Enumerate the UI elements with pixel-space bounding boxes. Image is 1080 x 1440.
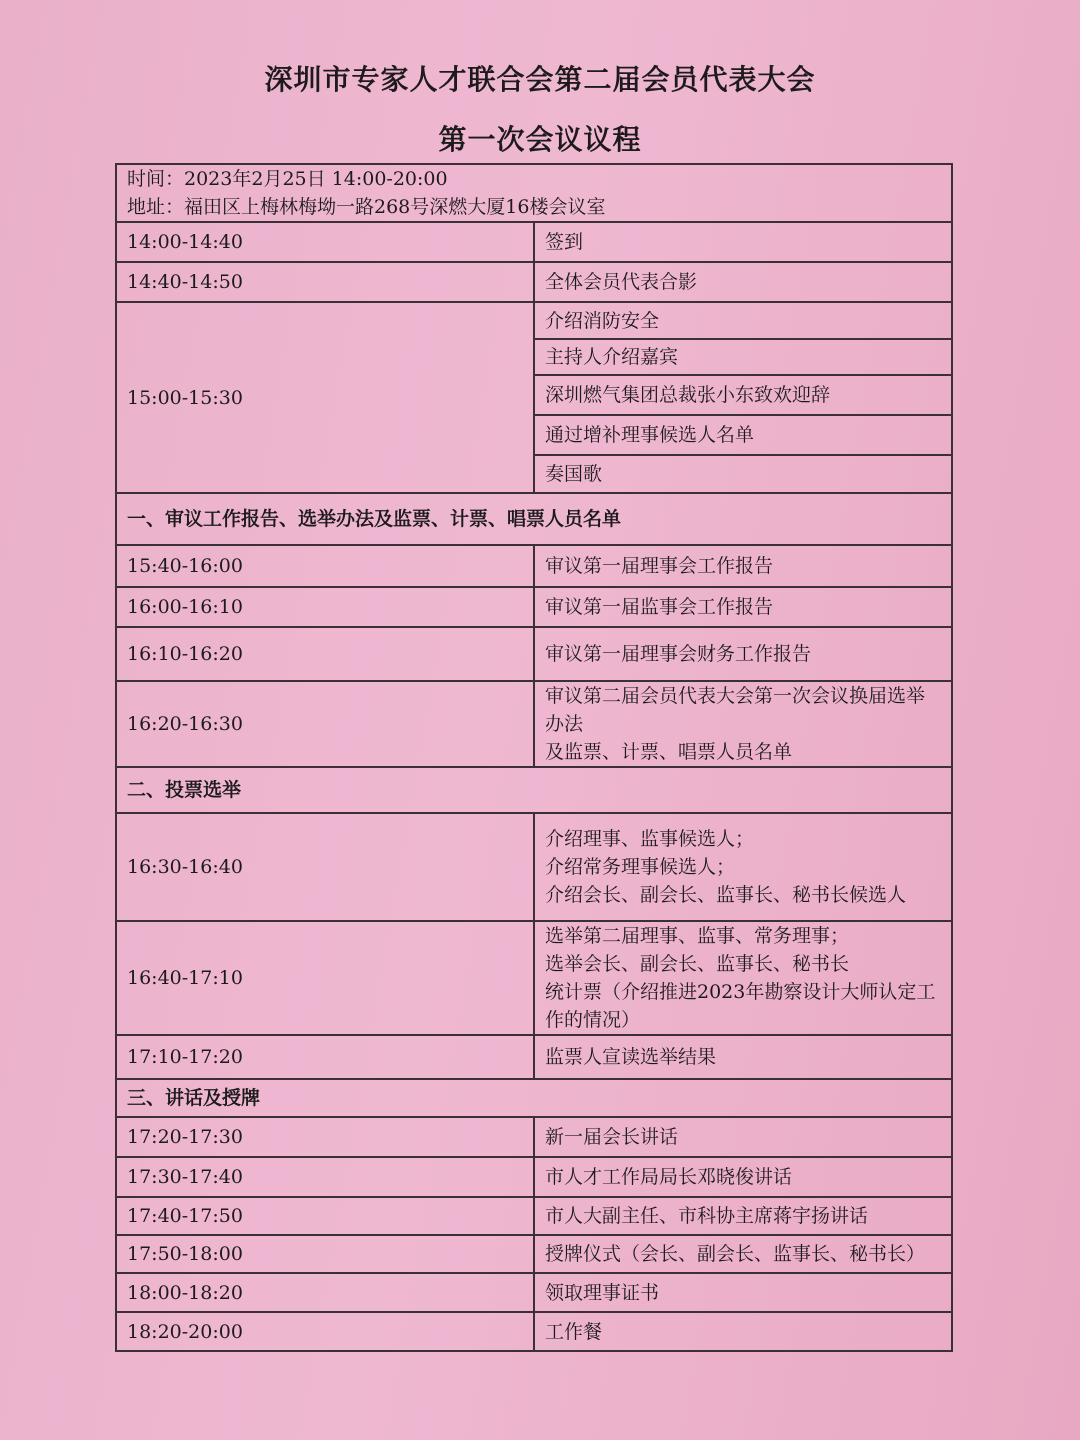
- row-item-line: 统计票（介绍推进2023年勘察设计大师认定工作的情况）: [545, 981, 936, 1031]
- table-row: [116, 813, 952, 921]
- section-row: [116, 493, 952, 545]
- row-item-line: 及监票、计票、唱票人员名单: [545, 741, 793, 763]
- row-item: 领取理事证书: [534, 1273, 952, 1312]
- row-time: 15:40-16:00: [116, 545, 534, 587]
- row-item: 审议第一届理事会财务工作报告: [534, 627, 952, 681]
- row-item: 深圳燃气集团总裁张小东致欢迎辞: [534, 375, 952, 415]
- row-item: [534, 921, 952, 1035]
- document-title: 深圳市专家人才联合会第二届会员代表大会: [264, 63, 816, 96]
- section-row: [116, 767, 952, 813]
- meeting-address: 地址：福田区上梅林梅坳一路268号深燃大厦16楼会议室: [127, 196, 606, 218]
- table-row: [116, 921, 952, 1035]
- row-time: 16:00-16:10: [116, 587, 534, 627]
- header-cell: [116, 164, 952, 222]
- row-item: 主持人介绍嘉宾: [534, 339, 952, 375]
- row-item: 授牌仪式（会长、副会长、监事长、秘书长）: [534, 1235, 952, 1273]
- document-subtitle: 第一次会议议程: [438, 123, 642, 156]
- table-row: [116, 1157, 952, 1197]
- row-item: 监票人宣读选举结果: [534, 1035, 952, 1079]
- agenda-table: [115, 163, 953, 1352]
- row-item-line: 介绍会长、副会长、监事长、秘书长候选人: [545, 884, 907, 906]
- table-row: [116, 587, 952, 627]
- row-item: [534, 681, 952, 767]
- row-item: 全体会员代表合影: [534, 262, 952, 302]
- meeting-time: 时间：2023年2月25日 14:00-20:00: [127, 168, 448, 190]
- header-row: [116, 164, 952, 222]
- table-row: [116, 681, 952, 767]
- table-row: [116, 222, 952, 262]
- section-title: 一、审议工作报告、选举办法及监票、计票、唱票人员名单: [116, 493, 952, 545]
- row-item-line: 选举会长、副会长、监事长、秘书长: [545, 953, 850, 975]
- table-row: [116, 627, 952, 681]
- table-row: [116, 1197, 952, 1235]
- row-item: 市人才工作局局长邓晓俊讲话: [534, 1157, 952, 1197]
- row-time: 14:40-14:50: [116, 262, 534, 302]
- row-item-line: 介绍常务理事候选人；: [545, 856, 736, 878]
- table-row: [116, 1273, 952, 1312]
- table-row: [116, 1117, 952, 1157]
- row-time: 16:30-16:40: [116, 813, 534, 921]
- row-item: 签到: [534, 222, 952, 262]
- table-row: [116, 1035, 952, 1079]
- row-item: 市人大副主任、市科协主席蒋宇扬讲话: [534, 1197, 952, 1235]
- row-time: 17:20-17:30: [116, 1117, 534, 1157]
- row-time: 14:00-14:40: [116, 222, 534, 262]
- table-row: [116, 1312, 952, 1351]
- row-item: 工作餐: [534, 1312, 952, 1351]
- row-time: 18:20-20:00: [116, 1312, 534, 1351]
- row-time: 16:20-16:30: [116, 681, 534, 767]
- section-title: 三、讲话及授牌: [116, 1079, 952, 1117]
- table-row: [116, 302, 952, 339]
- row-time: 18:00-18:20: [116, 1273, 534, 1312]
- row-time: 17:40-17:50: [116, 1197, 534, 1235]
- row-time: 17:30-17:40: [116, 1157, 534, 1197]
- row-item: 新一届会长讲话: [534, 1117, 952, 1157]
- row-item: 审议第一届理事会工作报告: [534, 545, 952, 587]
- row-item: 奏国歌: [534, 455, 952, 493]
- row-item: 介绍消防安全: [534, 302, 952, 339]
- row-time: 17:50-18:00: [116, 1235, 534, 1273]
- row-time: 15:00-15:30: [116, 302, 534, 493]
- section-row: [116, 1079, 952, 1117]
- row-time: 16:10-16:20: [116, 627, 534, 681]
- row-item: 通过增补理事候选人名单: [534, 415, 952, 455]
- row-item: [534, 813, 952, 921]
- table-row: [116, 1235, 952, 1273]
- row-item: 审议第一届监事会工作报告: [534, 587, 952, 627]
- table-row: [116, 545, 952, 587]
- row-time: 17:10-17:20: [116, 1035, 534, 1079]
- row-item-line: 选举第二届理事、监事、常务理事；: [545, 925, 850, 947]
- row-item-line: 审议第二届会员代表大会第一次会议换届选举办法: [545, 685, 926, 735]
- row-time: 16:40-17:10: [116, 921, 534, 1035]
- row-item-line: 介绍理事、监事候选人；: [545, 828, 755, 850]
- section-title: 二、投票选举: [116, 767, 952, 813]
- table-row: [116, 262, 952, 302]
